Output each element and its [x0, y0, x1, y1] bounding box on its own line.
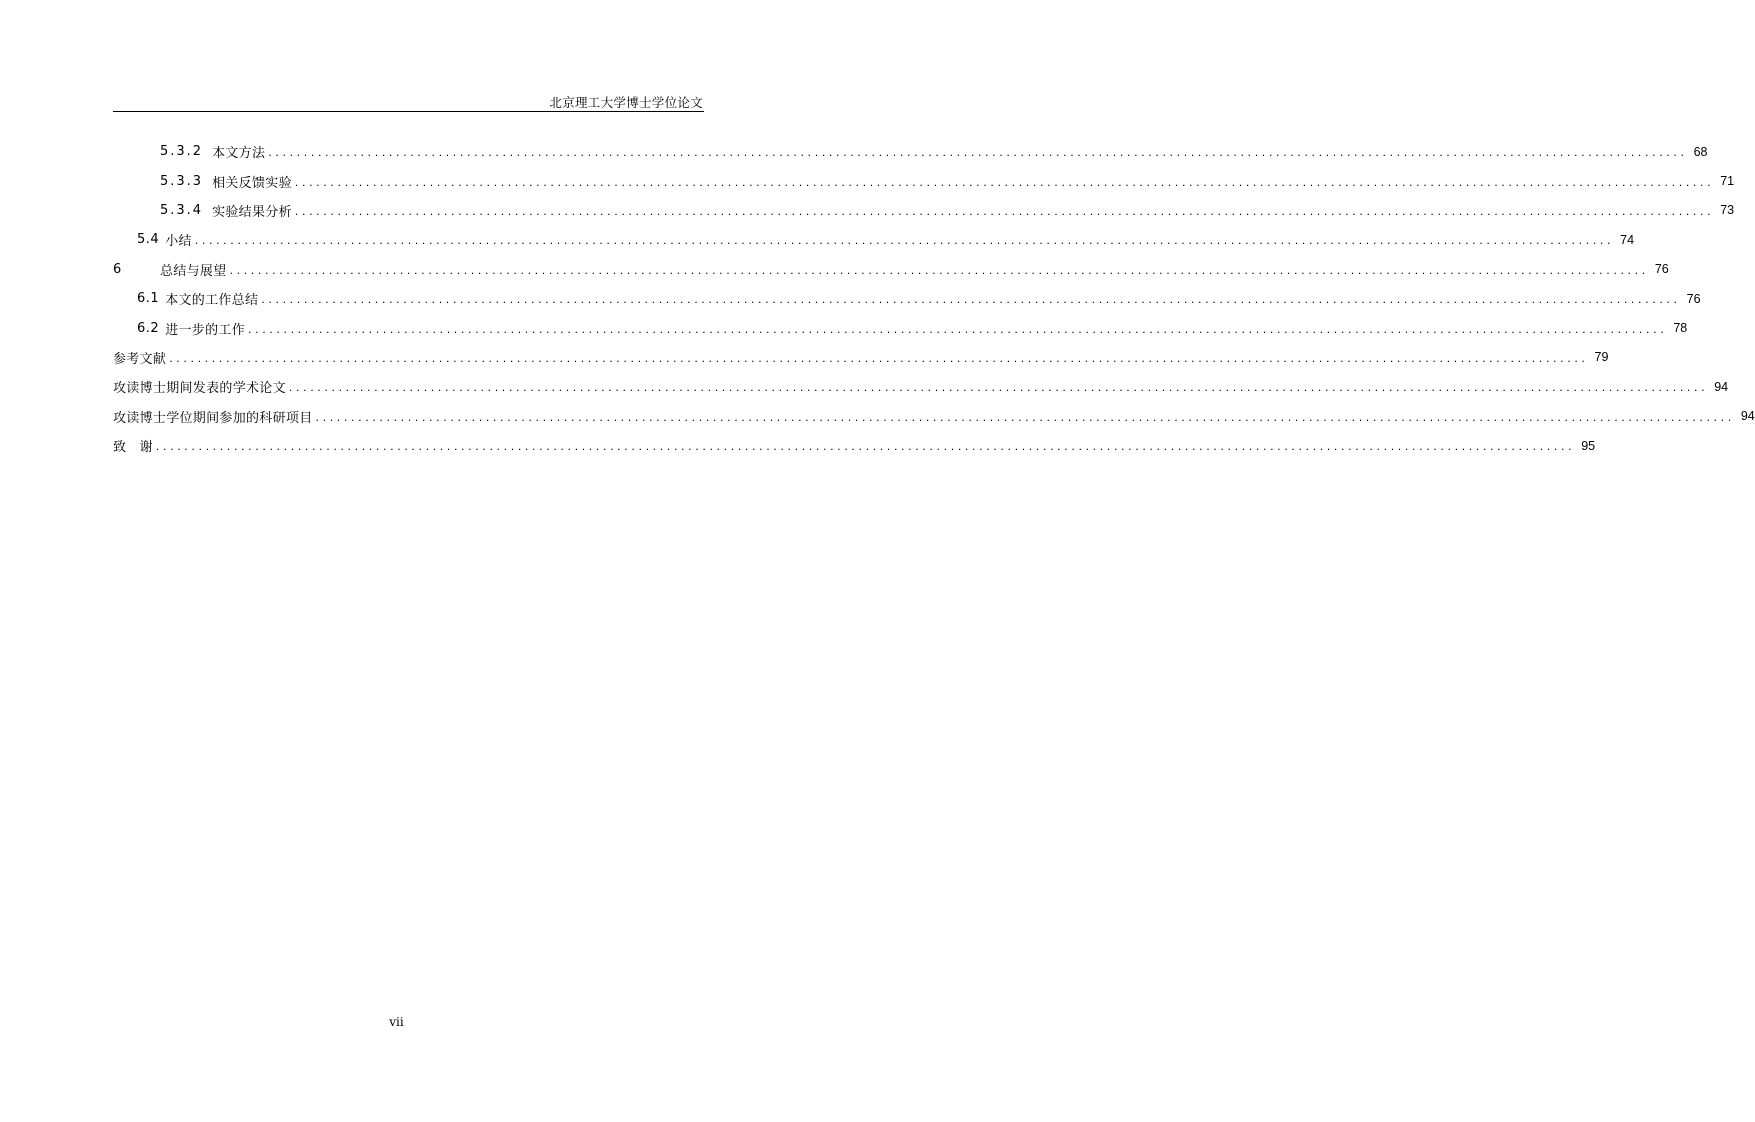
- toc-entry-page: 76: [1686, 291, 1701, 306]
- toc-entry[interactable]: [113, 137, 1708, 166]
- dot-leader: ........................................................................................................................................................................................................: [155, 440, 1576, 454]
- header-rule: [113, 111, 704, 112]
- toc-entry-page: 78: [1673, 321, 1688, 336]
- toc-entry-title: 小结: [165, 234, 192, 250]
- page-number: vii: [389, 1015, 404, 1029]
- dot-leader: ........................................................................................................................................................................................................: [294, 175, 1715, 189]
- toc-entry-title: 实验结果分析: [212, 204, 292, 220]
- toc-entry-number: 5.4: [137, 232, 160, 248]
- toc-entry-number: 6.2: [137, 320, 160, 336]
- dot-leader: ........................................................................................................................................................................................................: [268, 146, 1688, 160]
- table-of-contents: [113, 137, 1755, 460]
- toc-entry-page: 74: [1620, 232, 1635, 247]
- toc-entry-title: 攻读博士期间发表的学术论文: [113, 381, 286, 397]
- toc-entry[interactable]: [113, 225, 1635, 254]
- toc-entry-number: 5.3.3: [160, 173, 204, 189]
- toc-entry[interactable]: [113, 196, 1735, 225]
- toc-entry-page: 79: [1594, 350, 1609, 365]
- toc-entry-page: 94: [1714, 379, 1729, 394]
- toc-entry-title: 致 谢: [113, 440, 153, 456]
- toc-entry-title: 进一步的工作: [165, 322, 245, 338]
- toc-chapter-number: 6: [113, 261, 122, 277]
- toc-entry-title: 攻读博士学位期间参加的科研项目: [113, 410, 313, 426]
- dot-leader: ........................................................................................................................................................................................................: [194, 234, 1615, 248]
- toc-entry[interactable]: [113, 166, 1735, 195]
- toc-entry-title: 本文方法: [212, 146, 266, 162]
- toc-entry-page: 95: [1581, 438, 1596, 453]
- toc-entry[interactable]: [113, 372, 1729, 401]
- toc-entry-page: 68: [1693, 144, 1708, 159]
- dot-leader: ........................................................................................................................................................................................................: [294, 204, 1715, 218]
- dot-leader: ........................................................................................................................................................................................................: [315, 410, 1735, 424]
- toc-entry-number: 6.1: [137, 291, 160, 307]
- toc-entry-title: 相关反馈实验: [212, 175, 292, 191]
- toc-entry-page: 71: [1720, 174, 1735, 189]
- toc-entry[interactable]: [113, 402, 1755, 431]
- toc-entry[interactable]: [113, 313, 1688, 342]
- dot-leader: ........................................................................................................................................................................................................: [288, 381, 1709, 395]
- toc-entry[interactable]: [113, 431, 1596, 460]
- toc-entry-page: 94: [1740, 409, 1755, 424]
- toc-entry-title: 参考文献: [113, 351, 167, 367]
- toc-entry[interactable]: [113, 255, 1669, 284]
- toc-entry[interactable]: [113, 343, 1609, 372]
- dot-leader: ........................................................................................................................................................................................................: [248, 322, 1668, 336]
- toc-entry-number: 5.3.2: [160, 144, 204, 160]
- dot-leader: ........................................................................................................................................................................................................: [229, 263, 1649, 277]
- toc-entry-title: 总结与展望: [160, 263, 227, 279]
- dot-leader: ........................................................................................................................................................................................................: [261, 293, 1681, 307]
- toc-entry-page: 73: [1720, 203, 1735, 218]
- toc-entry-page: 76: [1654, 262, 1669, 277]
- toc-entry-title: 本文的工作总结: [165, 293, 259, 309]
- running-header: 北京理工大学博士学位论文: [549, 95, 703, 110]
- dot-leader: ........................................................................................................................................................................................................: [169, 351, 1589, 365]
- toc-entry-number: 5.3.4: [160, 202, 204, 218]
- toc-entry[interactable]: [113, 284, 1701, 313]
